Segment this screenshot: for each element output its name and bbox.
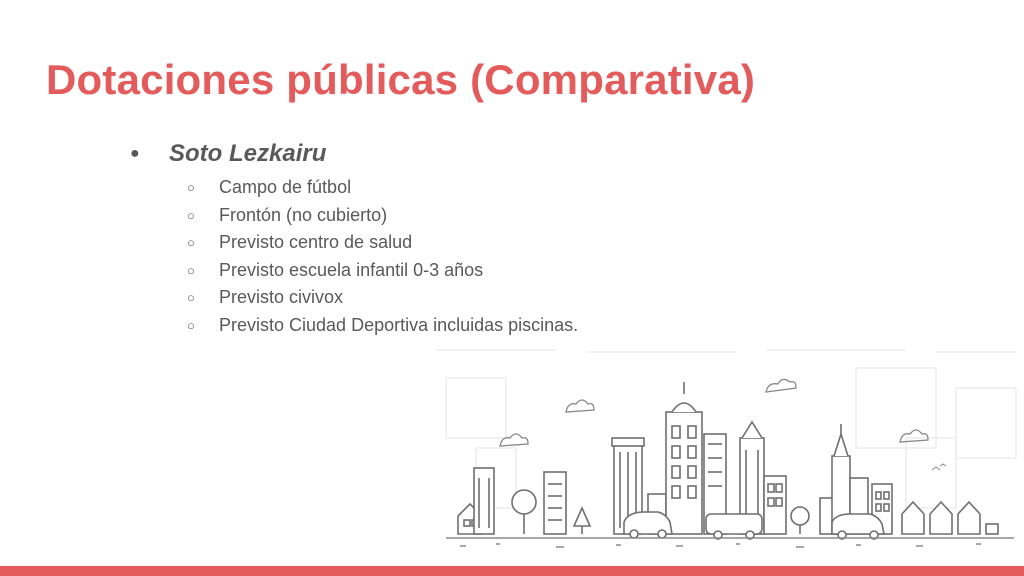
list-item bbox=[130, 284, 578, 312]
list-item-text: Previsto Ciudad Deportiva incluidas piscinas. bbox=[219, 314, 579, 335]
slide-content bbox=[130, 140, 578, 340]
list-item bbox=[130, 229, 578, 257]
buildings bbox=[458, 382, 998, 534]
list-item-text: Frontón (no cubierto) bbox=[219, 204, 388, 225]
cars bbox=[624, 512, 884, 539]
list-item bbox=[130, 202, 578, 230]
sub-bullet-list bbox=[130, 174, 578, 340]
circle-bullet-icon: ○ bbox=[187, 235, 195, 251]
circle-bullet-icon: ○ bbox=[187, 317, 195, 333]
circle-bullet-icon: ○ bbox=[187, 180, 195, 195]
bullet-icon: ● bbox=[130, 145, 140, 162]
list-item-text: Previsto centro de salud bbox=[219, 232, 413, 253]
list-item bbox=[130, 312, 578, 340]
ground bbox=[446, 538, 1014, 547]
list-item-text: Previsto escuela infantil 0-3 años bbox=[219, 259, 484, 280]
circle-bullet-icon: ○ bbox=[187, 290, 195, 306]
birds bbox=[932, 464, 946, 470]
cloud-icon bbox=[566, 400, 594, 412]
city-skyline-illustration bbox=[436, 338, 1024, 552]
bottom-accent-bar bbox=[0, 566, 1024, 576]
section-heading: Soto Lezkairu bbox=[169, 140, 327, 167]
circle-bullet-icon: ○ bbox=[187, 207, 195, 223]
list-item bbox=[130, 257, 578, 285]
list-item-text: Campo de fútbol bbox=[219, 177, 352, 197]
list-item bbox=[130, 174, 578, 202]
slide-title: Dotaciones públicas (Comparativa) bbox=[46, 56, 756, 103]
list-item-text: Previsto civivox bbox=[219, 287, 344, 308]
cloud-icon bbox=[900, 430, 928, 442]
circle-bullet-icon: ○ bbox=[187, 262, 195, 278]
cloud-icon bbox=[766, 379, 796, 392]
cloud-icon bbox=[500, 434, 528, 446]
bullet-item-soto-lezkairu bbox=[130, 140, 578, 168]
